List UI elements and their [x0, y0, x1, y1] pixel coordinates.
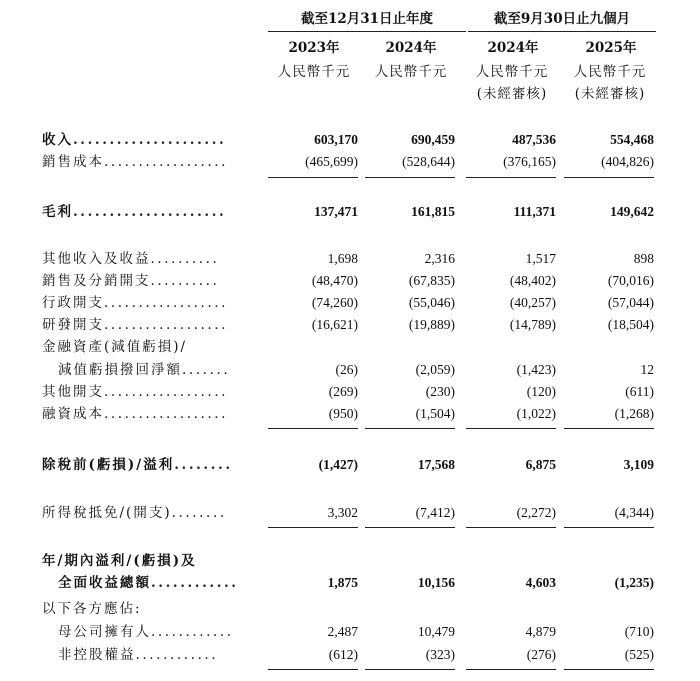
cell-total-comprehensive-9m2024: 4,603: [525, 575, 556, 590]
cell-other-expenses-9m2025: (611): [625, 384, 654, 399]
cell-total-comprehensive-9m2025: (1,235): [614, 575, 654, 590]
cell-income-tax-2023: 3,302: [327, 505, 358, 520]
rule-after-income-tax-2: [365, 527, 455, 528]
cell-impairment-2023: (26): [335, 362, 358, 377]
cell-admin-9m2025: (57,044): [607, 295, 654, 310]
cell-gross-profit-9m2025: 149,642: [610, 204, 654, 219]
cell-impairment-9m2024: (1,423): [516, 362, 556, 377]
row-label-total-comprehensive-line1: 年/期內溢利/(虧損)及: [42, 553, 197, 569]
row-label-total-comprehensive-line2: 全面收益總額............: [58, 575, 239, 591]
rule-after-finance-costs-4: [564, 428, 654, 429]
cell-impairment-9m2025: 12: [640, 362, 654, 377]
rule-bottom-4: [564, 669, 654, 670]
cell-income-tax-2024: (7,412): [415, 505, 455, 520]
header-group-year-ended: 截至12月31日止年度: [300, 11, 434, 27]
row-label-finance-costs: 融資成本..................: [42, 406, 229, 422]
rule-after-cost-of-sales-4: [564, 177, 654, 178]
rule-after-finance-costs-1: [268, 428, 358, 429]
header-unit-4: 人民幣千元: [573, 64, 647, 80]
cell-admin-2023: (74,260): [311, 295, 358, 310]
cell-finance-costs-2024: (1,504): [415, 406, 455, 421]
header-year-2024a: 2024年: [385, 40, 437, 56]
row-label-non-controlling: 非控股權益............: [58, 647, 219, 663]
header-group-year-ended-rule: [268, 31, 466, 32]
cell-revenue-9m2024: 487,536: [512, 132, 556, 147]
cell-pbt-2023: (1,427): [318, 457, 358, 472]
header-unit-1: 人民幣千元: [277, 64, 351, 80]
cell-other-expenses-9m2024: (120): [526, 384, 556, 399]
cell-non-controlling-9m2025: (525): [624, 647, 654, 662]
cell-cost-of-sales-9m2024: (376,165): [503, 154, 556, 169]
cell-pbt-2024: 17,568: [417, 457, 455, 472]
cell-owners-parent-2023: 2,487: [327, 624, 358, 639]
rule-after-finance-costs-2: [365, 428, 455, 429]
cell-cost-of-sales-2024: (528,644): [402, 154, 455, 169]
cell-pbt-9m2025: 3,109: [623, 457, 654, 472]
row-label-impairment-line1: 金融資產(減值虧損)/: [42, 339, 188, 355]
cell-finance-costs-9m2024: (1,022): [516, 406, 556, 421]
cell-non-controlling-2023: (612): [328, 647, 358, 662]
cell-other-income-9m2025: 898: [633, 251, 654, 266]
cell-admin-2024: (55,046): [408, 295, 455, 310]
header-group-nine-months-rule: [468, 31, 656, 32]
cell-other-income-2023: 1,698: [327, 251, 358, 266]
row-label-other-expenses: 其他開支..................: [42, 384, 229, 400]
header-year-2023: 2023年: [288, 40, 340, 56]
row-label-owners-parent: 母公司擁有人............: [58, 624, 234, 640]
row-label-other-income: 其他收入及收益..........: [42, 251, 220, 267]
rule-after-cost-of-sales-2: [365, 177, 455, 178]
row-label-cost-of-sales: 銷售成本..................: [42, 154, 229, 170]
cell-rd-9m2024: (14,789): [509, 317, 556, 332]
rule-bottom-1: [268, 669, 358, 670]
row-label-income-tax: 所得稅抵免/(開支)........: [42, 505, 227, 521]
cell-revenue-9m2025: 554,468: [610, 132, 654, 147]
rule-after-cost-of-sales-3: [466, 177, 556, 178]
cell-revenue-2023: 603,170: [314, 132, 358, 147]
row-label-attributable-to: 以下各方應佔:: [42, 601, 142, 617]
cell-total-comprehensive-2024: 10,156: [417, 575, 455, 590]
cell-income-tax-9m2025: (4,344): [614, 505, 654, 520]
cell-other-income-9m2024: 1,517: [525, 251, 556, 266]
cell-selling-9m2024: (48,402): [509, 273, 556, 288]
row-label-selling-expenses: 銷售及分銷開支..........: [42, 273, 220, 289]
cell-finance-costs-9m2025: (1,268): [614, 406, 654, 421]
cell-cost-of-sales-9m2025: (404,826): [601, 154, 654, 169]
cell-rd-9m2025: (18,504): [607, 317, 654, 332]
cell-admin-9m2024: (40,257): [509, 295, 556, 310]
header-unit-3: 人民幣千元: [475, 64, 549, 80]
rule-after-finance-costs-3: [466, 428, 556, 429]
header-group-nine-months: 截至9月30日止九個月: [493, 11, 631, 27]
header-year-2024b: 2024年: [487, 40, 539, 56]
rule-bottom-3: [466, 669, 556, 670]
cell-non-controlling-9m2024: (276): [526, 647, 556, 662]
cell-owners-parent-2024: 10,479: [417, 624, 455, 639]
cell-rd-2023: (16,621): [311, 317, 358, 332]
cell-rd-2024: (19,889): [408, 317, 455, 332]
cell-selling-2024: (67,835): [408, 273, 455, 288]
header-audit-note-2: (未經審核): [574, 86, 646, 102]
cell-other-expenses-2023: (269): [328, 384, 358, 399]
row-label-gross-profit: 毛利.....................: [42, 204, 227, 220]
cell-other-income-2024: 2,316: [424, 251, 455, 266]
cell-owners-parent-9m2025: (710): [624, 624, 654, 639]
header-audit-note-1: (未經審核): [476, 86, 548, 102]
cell-selling-9m2025: (70,016): [607, 273, 654, 288]
cell-impairment-2024: (2,059): [415, 362, 455, 377]
cell-gross-profit-2023: 137,471: [314, 204, 358, 219]
rule-after-income-tax-4: [564, 527, 654, 528]
rule-after-income-tax-3: [466, 527, 556, 528]
cell-total-comprehensive-2023: 1,875: [327, 575, 358, 590]
row-label-rd-expenses: 研發開支..................: [42, 317, 229, 333]
cell-revenue-2024: 690,459: [411, 132, 455, 147]
row-label-revenue: 收入.....................: [42, 132, 227, 148]
rule-bottom-2: [365, 669, 455, 670]
cell-non-controlling-2024: (323): [425, 647, 455, 662]
cell-selling-2023: (48,470): [311, 273, 358, 288]
cell-gross-profit-9m2024: 111,371: [513, 204, 556, 219]
row-label-profit-before-tax: 除稅前(虧損)/溢利........: [42, 457, 233, 473]
cell-cost-of-sales-2023: (465,699): [305, 154, 358, 169]
rule-after-income-tax-1: [268, 527, 358, 528]
cell-gross-profit-2024: 161,815: [411, 204, 455, 219]
cell-other-expenses-2024: (230): [425, 384, 455, 399]
header-unit-2: 人民幣千元: [374, 64, 448, 80]
row-label-impairment-line2: 減值虧損撥回淨額.......: [58, 362, 231, 378]
header-year-2025: 2025年: [585, 40, 637, 56]
cell-pbt-9m2024: 6,875: [525, 457, 556, 472]
cell-finance-costs-2023: (950): [328, 406, 358, 421]
row-label-admin-expenses: 行政開支..................: [42, 295, 229, 311]
rule-after-cost-of-sales-1: [268, 177, 358, 178]
cell-owners-parent-9m2024: 4,879: [525, 624, 556, 639]
cell-income-tax-9m2024: (2,272): [516, 505, 556, 520]
